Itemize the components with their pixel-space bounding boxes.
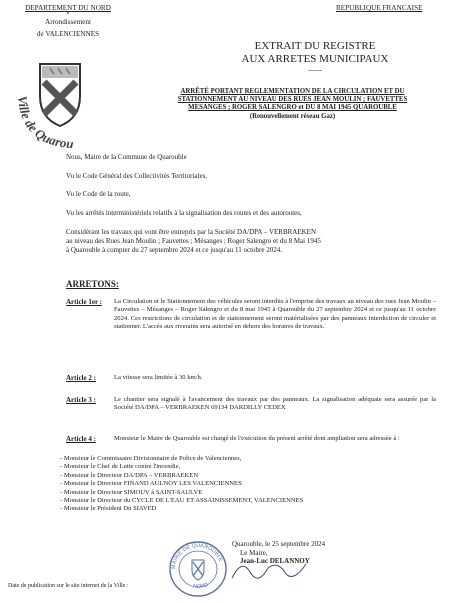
arrondissement-name: de VALENCIENNES bbox=[36, 30, 100, 38]
svg-text:NORD bbox=[193, 582, 210, 590]
svg-text:MAIRIE DE QUAROUBLE bbox=[171, 543, 224, 569]
recipient-fire: - Monsieur le Chef de Lutte contre l'incendie, bbox=[60, 463, 181, 471]
considerant-2: au niveau des Rues Jean Moulin ; Fauvettes ; Mésanges ; Roger Salengro et du 8 Mai 1945 bbox=[66, 236, 321, 245]
article-3-label: Article 3 : bbox=[66, 396, 96, 404]
stamp-emblem-icon bbox=[192, 560, 204, 580]
subject-line1: ARRÊTÉ PORTANT REGLEMENTATION DE LA CIRCULATION ET DU bbox=[180, 88, 405, 95]
article-4-label: Article 4 : bbox=[66, 435, 96, 443]
article-3-text: Le chantier sera signalé à l'avancement des travaux par des panneaux. La signalisation adéquate sera assurée par la Société DA/DPA – VERBRAEKEN 69134 DARDILLY CEDEX bbox=[114, 396, 436, 412]
republic-header: REPUBLIQUE FRANCAISE bbox=[336, 4, 423, 12]
subject-line3: MESANGES ; ROGER SALENGRO et DU 8 MAI 1945 QUAROUBLE bbox=[188, 104, 397, 112]
considerant-3: à Quarouble à compter du 27 septembre 2024 et ce jusqu'au 11 octobre 2024. bbox=[66, 245, 282, 254]
article-1-text: La Circulation et le Stationnement des véhicules seront interdits à l'emprise des travaux au niveau des rues Jean Moulin – Fauvettes – Mésanges – Roger Salengro et du 8 mai 1945 à Quarouble du 27 septembre 2024 et ce jusqu'au 11 octobre 2024. Ces restrictions de circulation et de stationnement seront matérialisées par des panneaux interdiction de circuler et stationner. L'accès aux riverains sera autorisé en dehors des horaires de travaux. bbox=[114, 298, 436, 330]
subject-line2: STATIONNEMENT AU NIVEAU DES RUES JEAN MOULIN ; FAUVETTES bbox=[177, 96, 408, 104]
separator-star: * bbox=[66, 12, 70, 18]
recipient-siaved: - Monsieur le Président Du SIAVED bbox=[60, 505, 157, 513]
arretons-heading: ARRETONS: bbox=[66, 279, 119, 289]
extract-title-line2: AUX ARRETES MUNICIPAUX bbox=[241, 53, 389, 65]
recipient-simouv: - Monsieur le Directeur SIMOUV à SAINT-SAULVE bbox=[60, 488, 203, 496]
recipient-list bbox=[60, 455, 440, 514]
article-1-label: Article 1er : bbox=[66, 298, 103, 306]
considerant-1: Considérant les travaux qui vont être entrepris par la Société DA/DPA – VERBRAEKEN bbox=[66, 228, 317, 237]
article-2-label: Article 2 : bbox=[66, 374, 96, 382]
subject-block bbox=[140, 88, 445, 121]
recipient-finand: - Monsieur le Directeur FINAND AULNOY LES VALENCIENNES bbox=[60, 480, 242, 488]
recipient-dadpa: - Monsieur le Directeur DA/DPA – VERBRAEKEN bbox=[60, 471, 199, 479]
arrondissement-label: Arrondissement bbox=[45, 18, 91, 26]
official-stamp bbox=[168, 540, 228, 598]
mayor-line: Nous, Maire de la Commune de Quarouble bbox=[66, 153, 187, 161]
vu-cgct: Vu le Code Général des Collectivités Territoriales, bbox=[66, 171, 208, 180]
extract-dashes: ------ bbox=[308, 66, 322, 74]
article-2-text: La vitesse sera limitée à 30 km/h. bbox=[114, 374, 203, 381]
department-name: DEPARTEMENT DU NORD bbox=[25, 4, 111, 12]
town-name-arc: Ville de Quarou bbox=[14, 95, 75, 152]
extract-title bbox=[200, 40, 430, 74]
vu-arretes: Vu les arrêtés interministériels relatifs à la signalisation des routes et des autoroutes, bbox=[66, 208, 302, 217]
extract-title-line1: EXTRAIT DU REGISTRE bbox=[254, 40, 376, 52]
handwritten-signature bbox=[228, 554, 318, 584]
town-logo bbox=[10, 56, 100, 156]
vu-code-route: Vu le Code de la route, bbox=[66, 190, 131, 199]
publication-date-label: Date de publication sur le site internet de la Ville : bbox=[8, 583, 129, 589]
town-shield-icon bbox=[40, 64, 80, 126]
department-block bbox=[8, 4, 128, 38]
mayor-name: Jean-Luc DELANNOY bbox=[240, 557, 310, 566]
stamp-bottom-text: NORD bbox=[192, 581, 210, 591]
recipient-police: - Monsieur le Commissaire Divisionnaire de Police de Valenciennes, bbox=[60, 455, 242, 462]
recipient-eau: - Monsieur le Directeur du CYCLE DE L'EAU ET ASSAINISSEMENT, VALENCIENNES bbox=[60, 497, 304, 505]
article-4-text: Monsieur le Maire de Quarouble est chargé de l'exécution du présent arrêté dont ampliation sera adressée à : bbox=[114, 435, 400, 442]
subject-line4: (Renouvellement réseau Gaz) bbox=[249, 112, 336, 120]
mayor-role: Le Maire, bbox=[240, 548, 268, 557]
place-date: Quarouble, le 25 septembre 2024 bbox=[232, 540, 326, 548]
preamble bbox=[66, 153, 436, 254]
stamp-top-text: MAIRIE DE QUAROUBLE bbox=[170, 542, 224, 570]
